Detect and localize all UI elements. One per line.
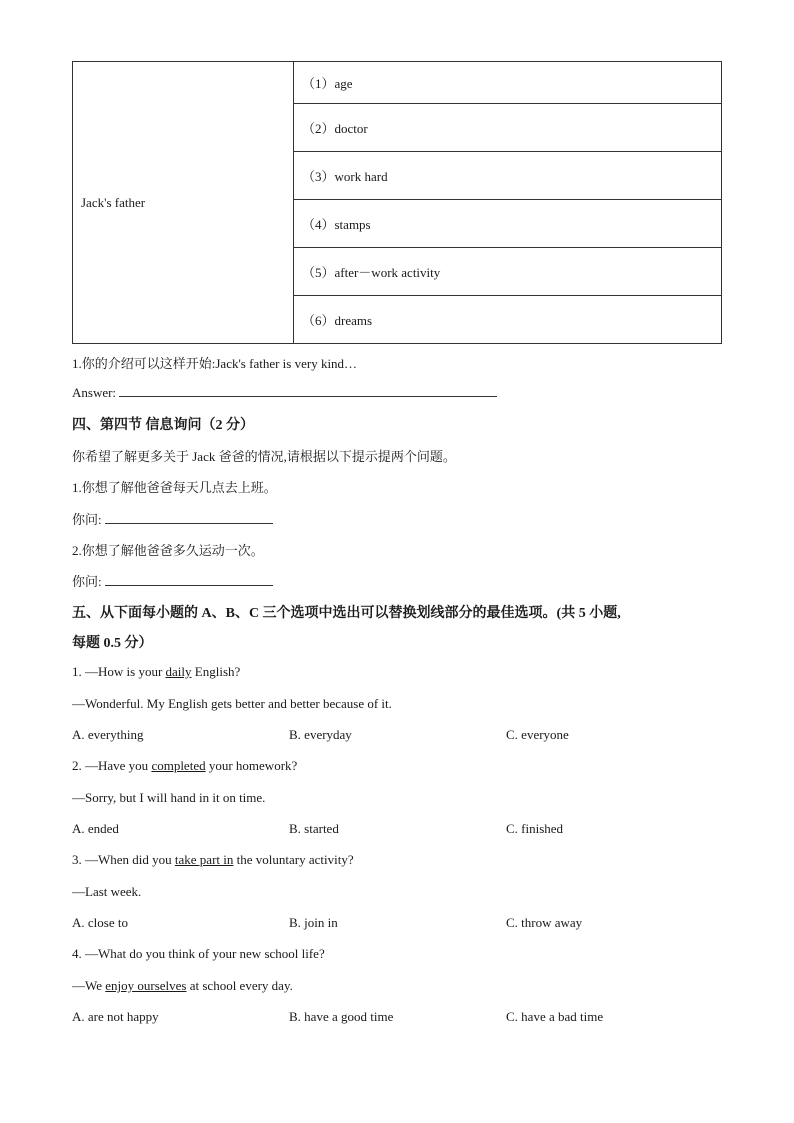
- option-a[interactable]: A. ended: [72, 821, 119, 836]
- section4-question-1: 1.你想了解他爸爸每天几点去上班。: [72, 480, 277, 495]
- underlined-phrase: daily: [165, 664, 192, 679]
- answer-line: [72, 384, 497, 401]
- section5-title-line1: 五、从下面每小题的 A、B、C 三个选项中选出可以替换划线部分的最佳选项。(共 5 小题,: [72, 606, 621, 621]
- question-response: [72, 884, 141, 900]
- ask-blank-2[interactable]: [105, 573, 273, 586]
- stem-text: 1. —How is your: [72, 664, 166, 679]
- option-c[interactable]: C. throw away: [506, 915, 583, 930]
- answer-label: Answer:: [72, 385, 117, 400]
- option-b[interactable]: B. have a good time: [289, 1009, 394, 1024]
- option-b[interactable]: B. started: [289, 821, 339, 836]
- question-stem: [72, 758, 297, 774]
- underlined-phrase: enjoy ourselves: [105, 978, 187, 993]
- ask-line-1: [72, 509, 273, 528]
- ask-label: 你问:: [72, 512, 102, 527]
- option-c[interactable]: C. have a bad time: [506, 1009, 604, 1024]
- option-c[interactable]: C. finished: [506, 821, 564, 836]
- table-row: （1）age: [294, 62, 722, 104]
- question-response: [72, 978, 293, 994]
- option-c[interactable]: C. everyone: [506, 727, 569, 742]
- section4-instruction: 你希望了解更多关于 Jack 爸爸的情况,请根据以下提示提两个问题。: [72, 449, 456, 464]
- option-b[interactable]: B. join in: [289, 915, 338, 930]
- response-text: at school every day.: [186, 978, 293, 993]
- response-text: —Sorry, but I will hand in it on time.: [72, 790, 266, 805]
- stem-text: English?: [191, 664, 241, 679]
- option-a[interactable]: A. everything: [72, 727, 144, 742]
- question-stem: [72, 664, 240, 680]
- question-stem: [72, 852, 354, 868]
- stem-text: 2. —Have you: [72, 758, 152, 773]
- response-text: —We: [72, 978, 106, 993]
- table-row: （3）work hard: [294, 152, 722, 200]
- table-row: （4）stamps: [294, 200, 722, 248]
- answer-blank[interactable]: [119, 384, 497, 397]
- table-row: （5）after－work activity: [294, 248, 722, 296]
- stem-text: 3. —When did you: [72, 852, 175, 867]
- underlined-phrase: take part in: [174, 852, 234, 867]
- option-a[interactable]: A. are not happy: [72, 1009, 159, 1024]
- section4-question-2: 2.你想了解他爸爸多久运动一次。: [72, 543, 264, 558]
- response-text: —Last week.: [72, 884, 142, 899]
- writing-hint: 1.你的介绍可以这样开始:Jack's father is very kind…: [72, 356, 358, 371]
- option-a[interactable]: A. close to: [72, 915, 128, 930]
- question-stem: [72, 946, 325, 962]
- table-row: （2）doctor: [294, 104, 722, 152]
- response-text: —Wonderful. My English gets better and better because of it.: [72, 696, 392, 711]
- question-response: [72, 696, 392, 712]
- underlined-phrase: completed: [151, 758, 206, 773]
- table-row: （6）dreams: [294, 296, 722, 344]
- question-response: [72, 790, 265, 806]
- ask-line-2: [72, 571, 273, 590]
- info-table-container: [72, 61, 722, 344]
- ask-label: 你问:: [72, 574, 102, 589]
- section4-title: 四、第四节 信息询问（2 分）: [72, 418, 254, 433]
- section5-title-line2: 每题 0.5 分）: [72, 636, 153, 651]
- ask-blank-1[interactable]: [105, 511, 273, 524]
- stem-text: 4. —What do you think of your new school life?: [72, 946, 325, 961]
- info-table: [72, 61, 722, 344]
- option-b[interactable]: B. everyday: [289, 727, 352, 742]
- table-label-cell: Jack's father: [73, 62, 294, 344]
- stem-text: your homework?: [205, 758, 298, 773]
- stem-text: the voluntary activity?: [233, 852, 354, 867]
